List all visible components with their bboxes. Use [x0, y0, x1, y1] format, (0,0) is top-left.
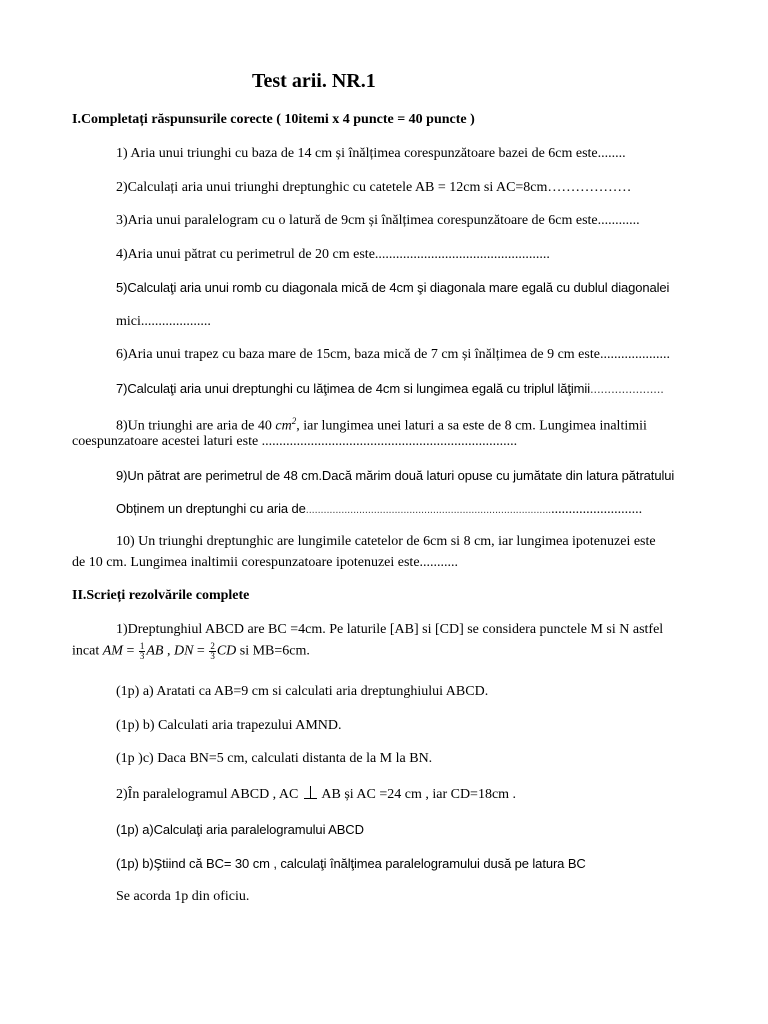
item-9-line-2	[116, 500, 642, 519]
dn-symbol: DN	[173, 643, 194, 659]
eq-sign-2: =	[193, 643, 209, 659]
section-1-heading: I.Completați răspunsurile corecte ( 10itemi x 4 puncte = 40 puncte )	[72, 112, 475, 127]
item-9-text: Obținem un dreptunghi cu aria de	[116, 501, 306, 516]
problem-2-part-b: (1p) b)Ştiind că BC= 30 cm , calculaţi înălţimea paralelogramului dusă pe latura BC	[116, 856, 586, 871]
problem-2-pre: 2)În paralelogramul ABCD , AC	[116, 787, 299, 802]
item-8-exponent: 2	[291, 416, 297, 426]
problem-1-part-c: (1p )c) Daca BN=5 cm, calculati distanta de la M la BN.	[116, 751, 433, 766]
item-4: 4)Aria unui pătrat cu perimetrul de 20 cm este..................................................	[116, 247, 550, 262]
problem-1-line-1: 1)Dreptunghiul ABCD are BC =4cm. Pe laturile [AB] si [CD] se considera punctele M si N astfel	[116, 622, 664, 637]
problem-1-part-b: (1p) b) Calculati aria trapezului AMND.	[116, 718, 342, 733]
item-8-line-2: coespunzatoare acestei laturi este .........................................................................	[72, 434, 518, 449]
problem-1-line-2	[72, 642, 310, 664]
item-9-dots-2: ..........................	[551, 502, 643, 517]
page-title: Test arii. NR.1	[252, 70, 376, 92]
item-1: 1) Aria unui triunghi cu baza de 14 cm și înălțimea corespunzătoare bazei de 6cm este........	[116, 146, 626, 161]
item-5-line-1: 5)Calculaţi aria unui romb cu diagonala mică de 4cm şi diagonala mare egală cu dublul diagonalei	[116, 280, 670, 295]
item-6: 6)Aria unui trapez cu baza mare de 15cm, baza mică de 7 cm și înălțimea de 9 cm este....................	[116, 347, 670, 362]
footer-note: Se acorda 1p din oficiu.	[116, 889, 250, 904]
problem-2-statement	[116, 786, 516, 804]
cd-symbol: CD	[216, 643, 237, 659]
item-7	[116, 380, 664, 398]
item-10-line-1: 10) Un triunghi dreptunghic are lungimile catetelor de 6cm si 8 cm, iar lungimea ipotenuzei este	[116, 534, 656, 549]
ab-symbol: AB	[146, 643, 164, 659]
problem-1-part-a: (1p) a) Aratati ca AB=9 cm si calculati aria dreptunghiului ABCD.	[116, 684, 489, 699]
item-2: 2)Calculați aria unui triunghi dreptunghic cu catetele AB = 12cm si AC=8cm………………	[116, 180, 632, 195]
section-2-heading: II.Scrieți rezolvările complete	[72, 588, 250, 603]
comma-separator: ,	[163, 643, 174, 659]
item-8-pre: 8)Un triunghi are aria de 40	[116, 418, 276, 434]
item-7-dots: .....................	[590, 381, 664, 396]
item-8-unit: cm	[275, 418, 292, 434]
fraction-two-thirds	[209, 642, 216, 661]
fraction-2-numerator: 2	[210, 641, 215, 651]
problem-2-post: AB și AC =24 cm , iar CD=18cm .	[321, 787, 517, 802]
fraction-1-denominator: 3	[139, 651, 145, 661]
item-10-line-2: de 10 cm. Lungimea inaltimii corespunzatoare ipotenuzei este...........	[72, 555, 459, 570]
eq-sign-1: =	[122, 643, 138, 659]
problem-1-prefix: incat	[72, 643, 103, 659]
fraction-2-denominator: 3	[210, 651, 215, 661]
problem-2-part-a: (1p) a)Calculaţi aria paralelogramului ABCD	[116, 822, 364, 837]
item-7-text: 7)Calculaţi aria unui dreptunghi cu lăţimea de 4cm si lungimea egală cu triplul lăţimii	[116, 381, 590, 396]
item-3: 3)Aria unui paralelogram cu o latură de 9cm și înălțimea corespunzătoare de 6cm este............	[116, 213, 640, 228]
item-8-post: , iar lungimea unei laturi a sa este de 8 cm. Lungimea inaltimii	[296, 418, 647, 434]
problem-1-suffix: si MB=6cm.	[236, 643, 310, 659]
item-9-line-1: 9)Un pătrat are perimetrul de 48 cm.Dacă mărim două laturi opuse cu jumătate din latura pătratului	[116, 468, 675, 483]
am-symbol: AM	[102, 643, 123, 659]
item-5-line-2: mici....................	[116, 314, 211, 329]
fraction-one-third	[139, 642, 146, 661]
fraction-1-numerator: 1	[139, 641, 145, 651]
perpendicular-icon	[304, 786, 318, 800]
item-9-dots: ...................................................................................	[305, 504, 552, 516]
